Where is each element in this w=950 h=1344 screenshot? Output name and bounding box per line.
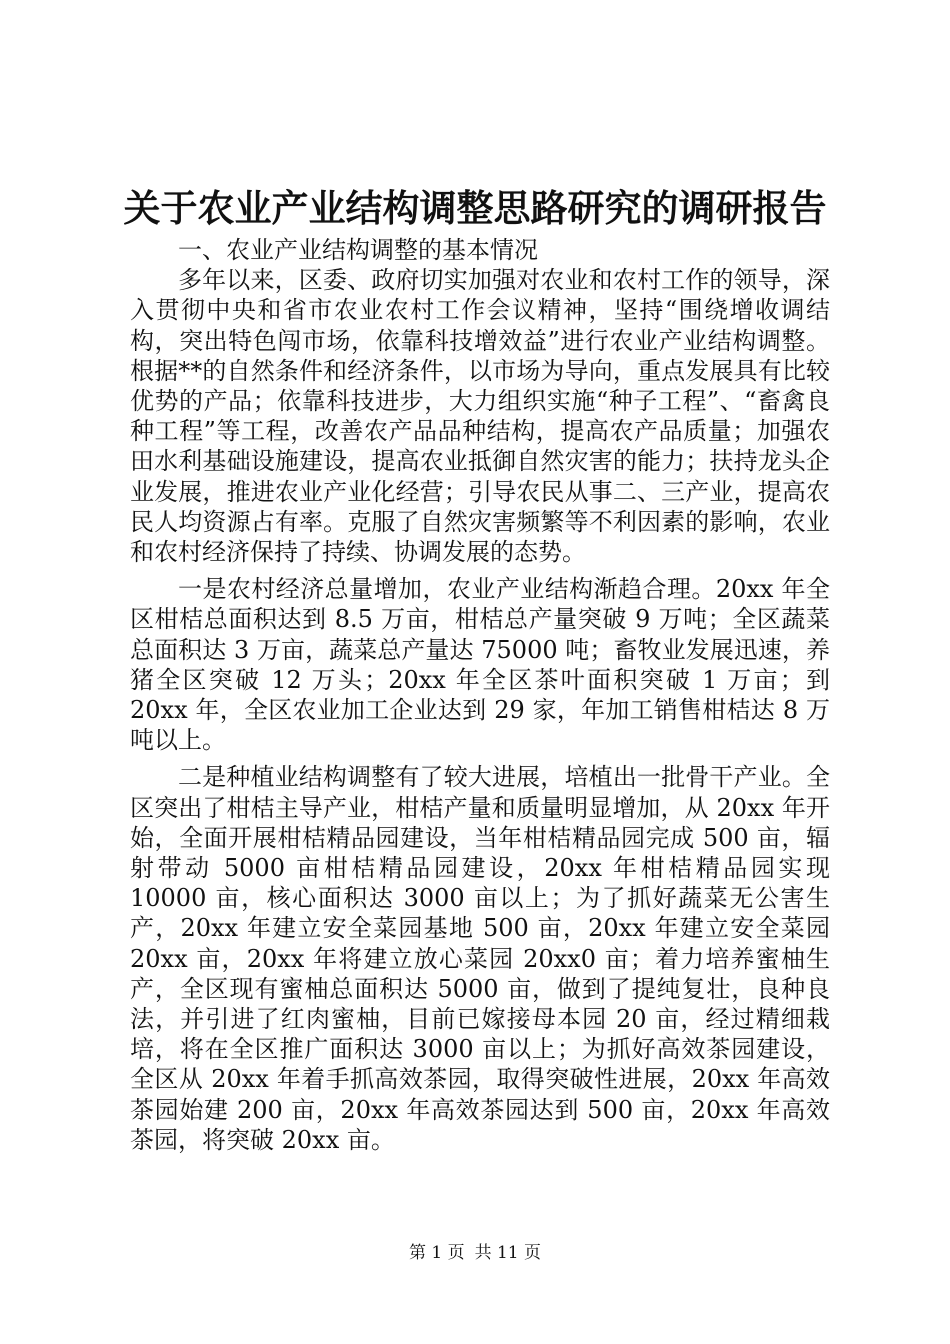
section-heading: 一、农业产业结构调整的基本情况 [178, 236, 538, 264]
page-number: 第 1 页 [408, 1243, 465, 1263]
page-total: 共 11 页 [474, 1243, 542, 1263]
page-footer [0, 1242, 950, 1264]
document-title: 关于农业产业结构调整思路研究的调研报告 [123, 186, 827, 230]
paragraph-1: 多年以来，区委、政府切实加强对农业和农村工作的领导，深入贯彻中央和省市农业农村工作会议精神，坚持“围绕增收调结构，突出特色闯市场，依靠科技增效益”进行农业产业结构调整。根据**的自然条件和经济条件，以市场为导向，重点发展具有比较优势的产品；依靠科技进步，大力组织实施“种子工程”、“畜禽良种工程”等工程，改善农产品品种结构，提高农产品质量；加强农田水利基础设施建设，提高农业抵御自然灾害的能力；扶持龙头企业发展，推进农业产业化经营；引导农民从事二、三产业，提高农民人均资源占有率。克服了自然灾害频繁等不利因素的影响，农业和农村经济保持了持续、协调发展的态势。 [130, 266, 830, 567]
paragraph-2: 一是农村经济总量增加，农业产业结构渐趋合理。20xx 年全区柑桔总面积达到 8.5 万亩，柑桔总产量突破 9 万吨；全区蔬菜总面积达 3 万亩，蔬菜总产量达 75000 吨；畜牧业发展迅速，养猪全区突破 12 万头；20xx 年全区茶叶面积突破 1 万亩；到 20xx 年，全区农业加工企业达到 29 家，年加工销售柑桔达 8 万吨以上。 [130, 575, 830, 755]
document-body [130, 235, 830, 1155]
paragraph-3: 二是种植业结构调整有了较大进展，培植出一批骨干产业。全区突出了柑桔主导产业，柑桔产量和质量明显增加，从 20xx 年开始，全面开展柑桔精品园建设，当年柑桔精品园完成 500 亩，辐射带动 5000 亩柑桔精品园建设，20xx 年柑桔精品园实现 10000 亩，核心面积达 3000 亩以上；为了抓好蔬菜无公害生产，20xx 年建立安全菜园基地 500 亩，20xx 年建立安全菜园 20xx 亩，20xx 年将建立放心菜园 20xx0 亩；着力培养蜜柚生产，全区现有蜜柚总面积达 5000 亩，做到了提纯复壮，良种良法，并引进了红肉蜜柚，目前已嫁接母本园 20 亩，经过精细栽培，将在全区推广面积达 3000 亩以上；为抓好高效茶园建设，全区从 20xx 年着手抓高效茶园，取得突破性进展，20xx 年高效茶园始建 200 亩，20xx 年高效茶园达到 500 亩，20xx 年高效茶园，将突破 20xx 亩。 [130, 763, 830, 1154]
